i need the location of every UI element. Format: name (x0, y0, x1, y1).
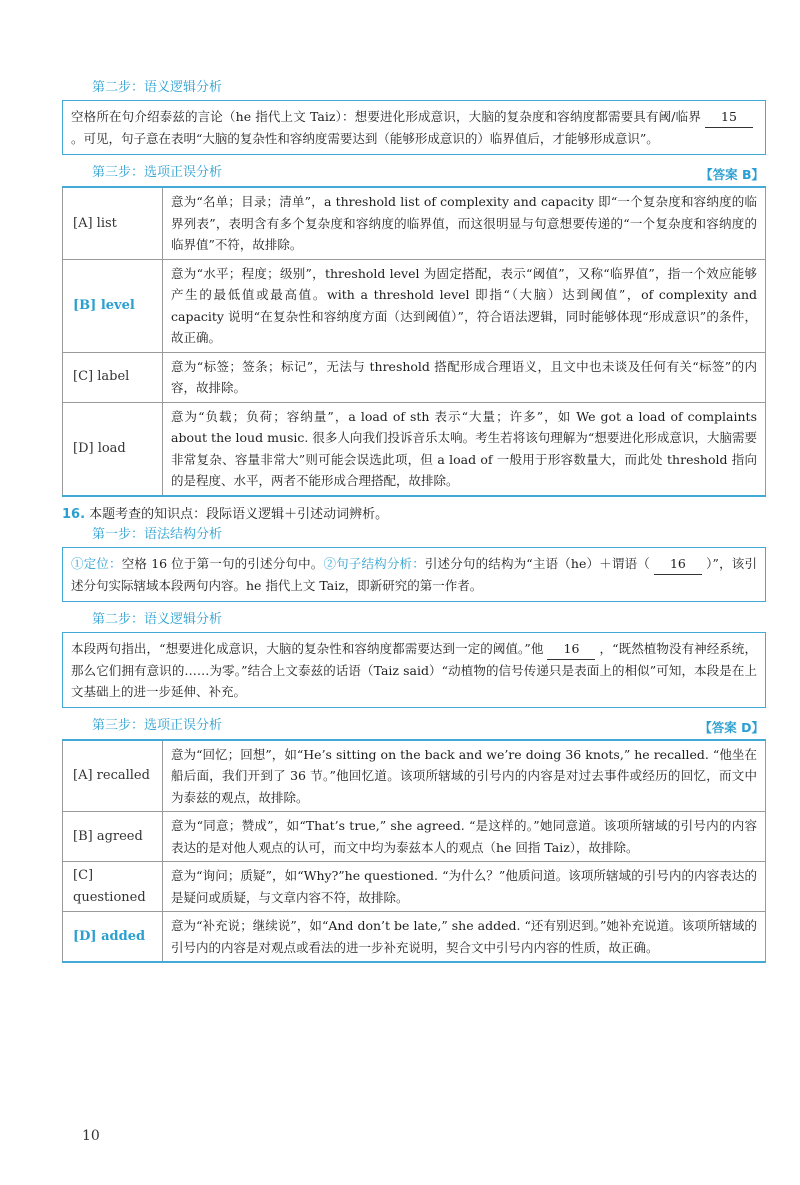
q15-step3-title: 第三步：选项正误分析 (92, 165, 223, 180)
q15-options-table (62, 186, 766, 497)
table-row (63, 259, 766, 352)
q16-answer: 【答案 D】 (699, 719, 764, 735)
q16-blank: 16 (654, 553, 702, 575)
table-row (63, 187, 766, 259)
q16-number: 16. (62, 506, 86, 522)
option-text: 意为“标签；签条；标记”，无法与 threshold 搭配形成合理语义，且文中也未谈及任何有关“标签”的内容，故排除。 (163, 352, 766, 402)
q15-blank: 15 (705, 106, 753, 128)
option-text: 意为“询问；质疑”，如“Why?”he questioned. “为什么？”他质问道。该项所辖域的引号内的内容表达的是疑问或质疑，与文章内容不符，故排除。 (163, 862, 766, 912)
table-row (63, 862, 766, 912)
q15-step2-box (62, 100, 766, 155)
table-row (63, 352, 766, 402)
q16-step1-title: 第一步：语法结构分析 (92, 526, 223, 542)
option-text: 意为“名单；目录；清单”，a threshold list of complexity and capacity 即“一个复杂度和容纳度的临界列表”，表明含有多个复杂度和容纳度的临界值，而这很明显与句意想要传递的“一个复杂度和容纳度的临界值”不符，故排除。 (163, 187, 766, 259)
option-label: [C] questioned (63, 862, 163, 912)
option-text: 意为“回忆；回想”，如“He’s sitting on the back and we’re doing 36 knots,” he recalled. “他坐在船后面，我们开到了 36 节。”他回忆道。该项所辖域的引号内的内容是对过去事件或经历的回忆，而文中为泰兹的观点，故排除。 (163, 740, 766, 812)
page-content (62, 78, 766, 963)
option-label-correct: [D] added (63, 912, 163, 963)
option-label-correct: [B] level (63, 259, 163, 352)
option-label: [A] list (63, 187, 163, 259)
option-label: [B] agreed (63, 812, 163, 862)
option-text: 意为“补充说；继续说”，如“And don’t be late,” she added. “还有别迟到。”她补充说道。该项所辖域的引号内的内容是对观点或看法的进一步补充说明，契合文中引号内内容的性质，故正确。 (163, 912, 766, 963)
q16-step2-blank: 16 (547, 638, 595, 660)
q15-answer: 【答案 B】 (700, 167, 764, 182)
option-label: [C] label (63, 352, 163, 402)
q16-step3-title: 第三步：选项正误分析 (92, 717, 223, 733)
q15-step3-header (62, 163, 766, 183)
q16-locate-label: ①定位： (71, 555, 122, 571)
q16-step2-text-b: ，“既然植物没有神经系统，那么它们拥有意识的……为零。”结合上文泰兹的话语（Taiz said）“动植物的信号传递只是表面上的相似”可知，本段是在上文基础上的进一步延伸、补充。 (71, 640, 757, 699)
q16-step3-header (62, 716, 766, 736)
q16-locate-text: 空格 16 位于第一句的引述分句中。 (121, 555, 324, 571)
q16-step1-box (62, 547, 766, 602)
option-text: 意为“负载；负荷；容纳量”，a load of sth 表示“大量；许多”，如 We got a load of complaints about the loud music. 很多人向我们投诉音乐太响。考生若将该句理解为“想要进化形成意识，大脑需要非常复杂、容量非常大”则可能会误选此项，但 a load of 一般用于形容数量大，而此处 threshold 指向的是程度、水平，两者不能形成合理搭配，故排除。 (163, 402, 766, 496)
option-text: 意为“同意；赞成”，如“That’s true,” she agreed. “是这样的。”她同意道。该项所辖域的引号内的内容表达的是对他人观点的认可，而文中均为泰兹本人的观点（he 回指 Taiz），故排除。 (163, 812, 766, 862)
q16-heading-text: 本题考查的知识点：段际语义逻辑＋引述动词辨析。 (89, 506, 389, 522)
q16-options-table (62, 739, 766, 964)
option-label: [D] load (63, 402, 163, 496)
option-label: [A] recalled (63, 740, 163, 812)
q16-structure-text-b: ）”，该引述分句实际辖域本段两句内容。he 指代上文 Taiz，即新研究的第一作者。 (71, 555, 757, 593)
q16-step2-text-a: 本段两句指出，“想要进化成意识，大脑的复杂性和容纳度都需要达到一定的阈值。”他 (71, 640, 544, 656)
q16-step2-title: 第二步：语义逻辑分析 (92, 611, 223, 627)
table-row (63, 740, 766, 812)
q15-step2-title: 第二步：语义逻辑分析 (92, 80, 223, 95)
table-row (63, 402, 766, 496)
page-number: 10 (82, 1128, 100, 1144)
q15-step2-text-a: 空格所在句介绍泰兹的言论（he 指代上文 Taiz）：想要进化形成意识，大脑的复杂度和容纳度都需要具有阈/临界 (71, 109, 701, 124)
q15-step2-text-b: 。可见，句子意在表明“大脑的复杂性和容纳度需要达到（能够形成意识的）临界值后，才能够形成意识”。 (71, 131, 659, 146)
option-text: 意为“水平；程度；级别”，threshold level 为固定搭配，表示“阈值”，又称“临界值”，指一个效应能够产生的最低值或最高值。with a threshold level 即指“（大脑）达到阈值”，of complexity and capacity 说明“在复杂性和容纳度方面（达到阈值）”，符合语法逻辑，同时能够体现“形成意识”的条件，故正确。 (163, 259, 766, 352)
q16-structure-label: ②句子结构分析： (323, 555, 425, 571)
q16-structure-text: 引述分句的结构为“主语（he）＋谓语（ (424, 555, 650, 571)
q16-step2-box (62, 632, 766, 708)
q16-heading (62, 505, 766, 525)
table-row (63, 812, 766, 862)
table-row (63, 912, 766, 963)
